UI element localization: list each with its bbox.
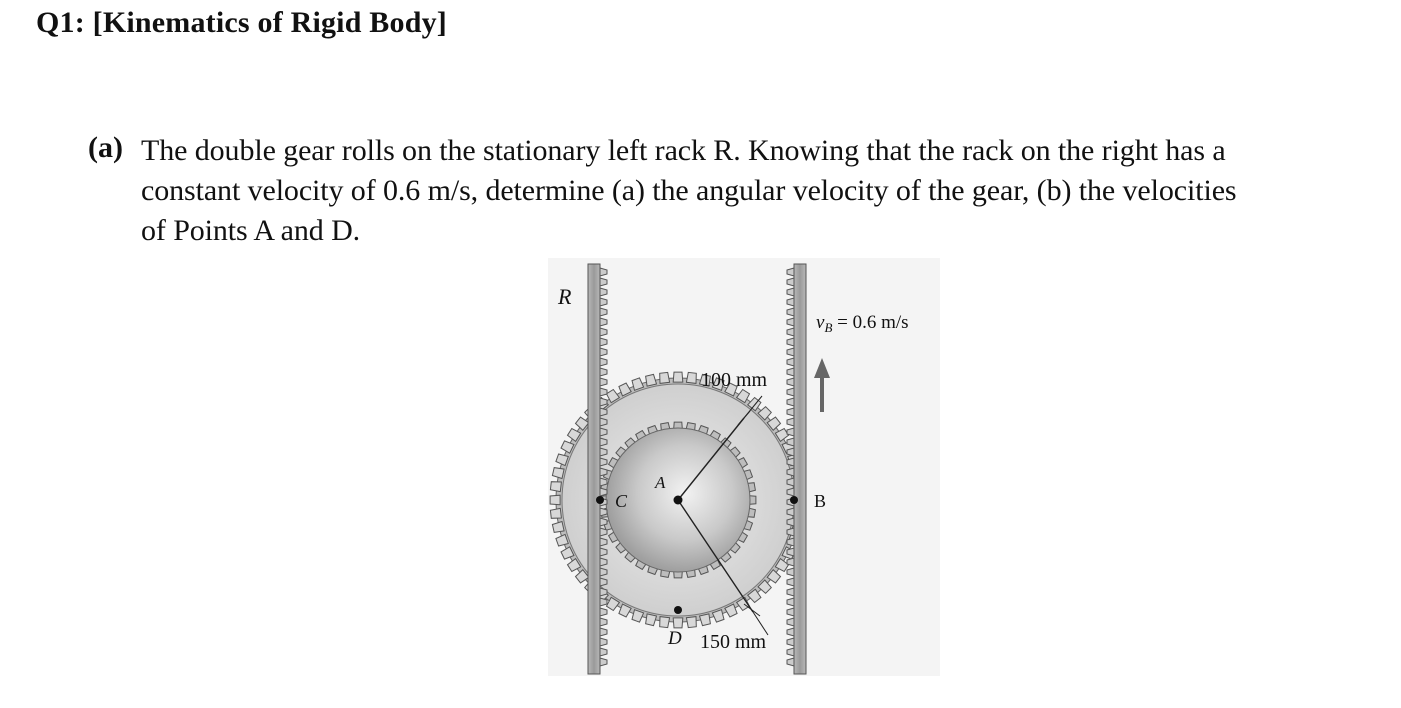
rack-tooth <box>600 488 607 496</box>
question-a <box>88 131 1348 251</box>
rack-tooth <box>787 548 794 556</box>
rack-tooth <box>600 578 607 586</box>
rack-tooth <box>600 648 607 656</box>
question-text <box>141 131 1348 251</box>
rack-tooth <box>600 528 607 536</box>
rack-tooth <box>600 268 607 276</box>
question-label: (a) <box>88 131 123 164</box>
rack-tooth <box>600 638 607 646</box>
rack-tooth <box>787 458 794 466</box>
rack-tooth <box>787 528 794 536</box>
question-line-2: constant velocity of 0.6 m/s, determine (a) the angular velocity of the gear, (b) the velocities <box>141 174 1237 207</box>
rack-tooth <box>600 398 607 406</box>
rack-tooth <box>600 478 607 486</box>
rack-tooth <box>787 478 794 486</box>
outer-radius-label: 150 mm <box>700 631 767 653</box>
gear-tooth <box>550 495 560 505</box>
point-d-label: D <box>668 628 682 649</box>
point-c-marker <box>596 496 604 504</box>
gear-tooth <box>673 618 683 628</box>
gear-rack-figure <box>548 258 948 683</box>
rack-tooth <box>600 548 607 556</box>
rack-tooth <box>600 288 607 296</box>
velocity-subscript: B <box>824 320 833 335</box>
rack-tooth <box>600 518 607 526</box>
gear-tooth <box>673 372 683 382</box>
rack-tooth <box>600 558 607 566</box>
rack-tooth <box>787 368 794 376</box>
rack-tooth <box>600 358 607 366</box>
rack-tooth <box>600 298 607 306</box>
rack-tooth <box>787 578 794 586</box>
rack-tooth <box>787 598 794 606</box>
rack-tooth <box>787 608 794 616</box>
rack-tooth <box>787 328 794 336</box>
rack-tooth <box>787 518 794 526</box>
rack-tooth <box>787 658 794 666</box>
rack-tooth <box>787 648 794 656</box>
point-a-marker <box>674 496 683 505</box>
rack-tooth <box>600 378 607 386</box>
point-a-label: A <box>655 473 666 492</box>
rack-tooth <box>600 598 607 606</box>
rack-tooth <box>600 308 607 316</box>
rack-tooth <box>787 278 794 286</box>
rack-label: R <box>558 284 572 309</box>
rack-tooth <box>600 348 607 356</box>
velocity-value: = 0.6 m/s <box>832 312 909 333</box>
rack-tooth <box>600 278 607 286</box>
gear-tooth <box>686 372 696 383</box>
rack-tooth <box>787 488 794 496</box>
point-c-label: C <box>615 491 628 511</box>
rack-tooth <box>787 568 794 576</box>
rack-tooth <box>600 338 607 346</box>
inner-radius-label: 100 mm <box>701 369 768 391</box>
point-b-marker <box>790 496 798 504</box>
rack-tooth <box>787 408 794 416</box>
rack-tooth <box>600 468 607 476</box>
rack-tooth <box>600 448 607 456</box>
question-heading: Q1: [Kinematics of Rigid Body] <box>36 6 447 39</box>
rack-tooth <box>600 328 607 336</box>
rack-tooth <box>600 408 607 416</box>
rack-tooth <box>600 658 607 666</box>
rack-tooth <box>600 618 607 626</box>
rack-tooth <box>787 468 794 476</box>
rack-tooth <box>600 388 607 396</box>
rack-tooth <box>600 588 607 596</box>
rack-tooth <box>787 308 794 316</box>
gear-tooth <box>550 482 561 492</box>
rack-tooth <box>787 558 794 566</box>
rack-tooth <box>787 378 794 386</box>
rack-tooth <box>600 368 607 376</box>
rack-tooth <box>600 628 607 636</box>
gear-tooth <box>660 372 670 383</box>
rack-tooth <box>787 268 794 276</box>
rack-tooth <box>787 628 794 636</box>
rack-tooth <box>600 318 607 326</box>
rack-tooth <box>600 458 607 466</box>
gear-tooth <box>660 617 670 628</box>
point-d-marker <box>674 606 682 614</box>
rack-tooth <box>787 298 794 306</box>
rack-tooth <box>787 418 794 426</box>
rack-tooth <box>600 428 607 436</box>
rack-tooth <box>600 418 607 426</box>
rack-tooth <box>787 428 794 436</box>
point-b-label: B <box>814 491 827 511</box>
rack-tooth <box>787 438 794 446</box>
rack-tooth <box>787 398 794 406</box>
question-line-3: of Points A and D. <box>141 214 361 247</box>
rack-tooth <box>787 288 794 296</box>
rack-tooth <box>600 508 607 516</box>
gear-tooth <box>550 508 561 518</box>
rack-tooth <box>600 538 607 546</box>
rack-tooth <box>787 388 794 396</box>
rack-tooth <box>787 538 794 546</box>
rack-tooth <box>787 338 794 346</box>
velocity-symbol: v <box>816 312 825 333</box>
rack-tooth <box>787 448 794 456</box>
rack-tooth <box>787 638 794 646</box>
gear-tooth <box>686 617 696 628</box>
rack-tooth <box>600 608 607 616</box>
rack-tooth <box>787 588 794 596</box>
rack-tooth <box>600 568 607 576</box>
rack-tooth <box>787 348 794 356</box>
rack-tooth <box>787 358 794 366</box>
rack-tooth <box>787 508 794 516</box>
rack-tooth <box>787 618 794 626</box>
rack-tooth <box>600 438 607 446</box>
rack-tooth <box>787 318 794 326</box>
question-line-1: The double gear rolls on the stationary left rack R. Knowing that the rack on the right has a <box>141 134 1226 167</box>
